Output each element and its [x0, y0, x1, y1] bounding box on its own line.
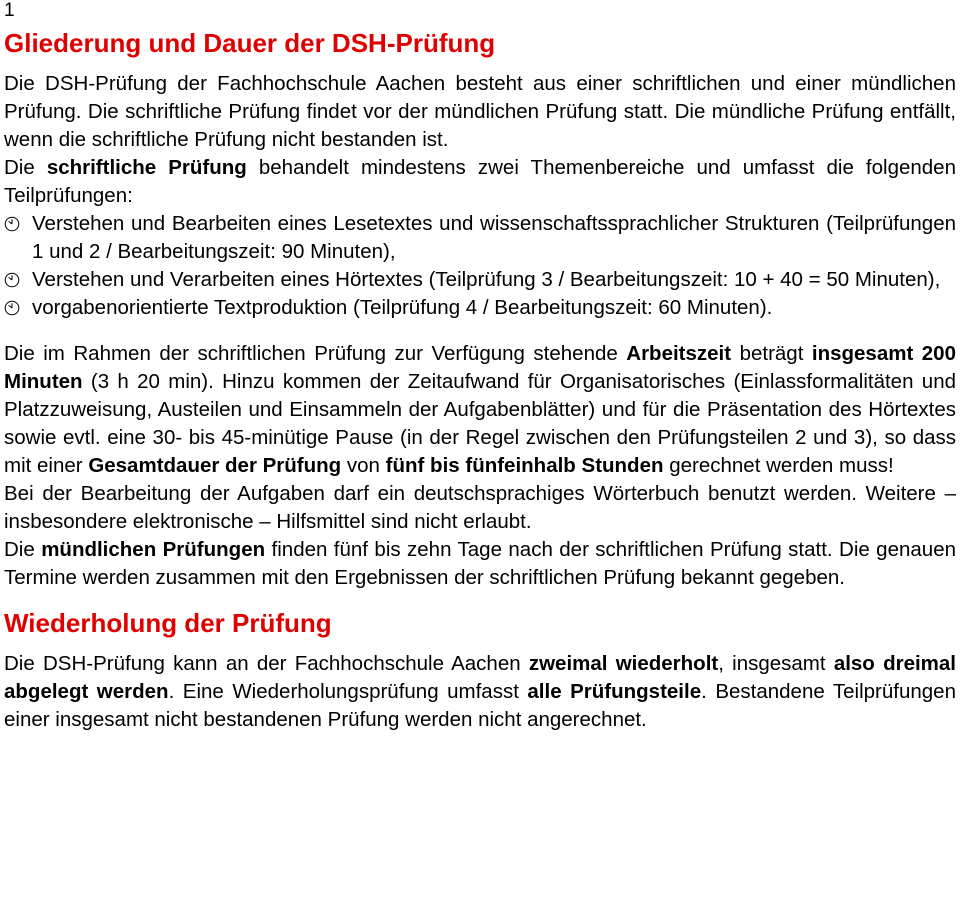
text-run: Die — [4, 538, 42, 561]
repeat-paragraph — [4, 650, 956, 734]
list-item — [4, 210, 956, 266]
text-run: behandelt mindestens zwei Themenbereiche und umfasst die folgenden Teilprüfungen: — [4, 156, 956, 207]
bold-run: alle Prüfungsteile — [527, 680, 702, 703]
section-heading-wiederholung: Wiederholung der Prüfung — [4, 608, 332, 638]
written-exam-paragraph — [4, 154, 956, 210]
list-item — [4, 266, 956, 294]
bold-run: zweimal wiederholt — [528, 652, 719, 675]
subexam-list — [4, 210, 956, 322]
text-run: (3 h 20 min). Hinzu kommen der Zeitaufwand für Organisatorisches (Einlassformalitäten und Platzzuweisung, Austeilen und Einsammeln der Aufgabenblätter) und für die Präsentation des Hörtextes sowie evtl. eine 30- bis 45-minütige Pause (in der Regel zwischen den Prüfungsteilen 2 und 3), so dass mit einer — [4, 370, 956, 477]
list-item-text: Verstehen und Bearbeiten eines Lesetextes und wissenschaftssprachlicher Strukturen (Teilprüfungen 1 und 2 / Bearbeitungszeit: 90 Minuten), — [32, 212, 956, 263]
text-run: Die — [4, 156, 47, 179]
bold-run: Gesamtdauer der Prüfung — [88, 454, 342, 477]
text-run: finden fünf bis zehn Tage nach der schriftlichen Prüfung statt. Die genauen Termine werden zusammen mit den Ergebnissen der schriftlichen Prüfung bekannt gegeben. — [4, 538, 956, 589]
bold-run: fünf bis fünfeinhalb Stunden — [385, 454, 664, 477]
list-item-text: Verstehen und Verarbeiten eines Hörtextes (Teilprüfung 3 / Bearbeitungszeit: 10 + 40 = 50 Minuten), — [32, 268, 941, 291]
text-run: beträgt — [731, 342, 812, 365]
bold-run: mündlichen Prüfungen — [41, 538, 266, 561]
text-run: Die DSH-Prüfung kann an der Fachhochschule Aachen — [4, 652, 529, 675]
clock-icon — [4, 300, 20, 316]
dictionary-paragraph: Bei der Bearbeitung der Aufgaben darf ein deutschsprachiges Wörterbuch benutzt werden. Weitere – insbesondere elektronische – Hilfsmittel sind nicht erlaubt. — [4, 482, 956, 533]
bold-run: also dreimal abgelegt werden — [4, 652, 956, 703]
list-item — [4, 294, 956, 322]
text-run: . Eine Wiederholungsprüfung umfasst — [168, 680, 528, 703]
text-run: Die im Rahmen der schriftlichen Prüfung zur Verfügung stehende — [4, 342, 627, 365]
working-time-paragraph — [4, 340, 956, 480]
section-heading-gliederung: Gliederung und Dauer der DSH-Prüfung — [4, 28, 496, 58]
text-run: . Bestandene Teilprüfungen einer insgesamt nicht bestandenen Prüfung werden nicht angerechnet. — [4, 680, 956, 731]
bold-run: Arbeitszeit — [626, 342, 732, 365]
clock-icon — [4, 216, 20, 232]
oral-exam-paragraph — [4, 536, 956, 592]
page-number: 1 — [4, 0, 15, 21]
text-run: von — [341, 454, 386, 477]
intro-paragraph: Die DSH-Prüfung der Fachhochschule Aachen besteht aus einer schriftlichen und einer mündlichen Prüfung. Die schriftliche Prüfung findet vor der mündlichen Prüfung statt. Die mündliche Prüfung entfällt, wenn die schriftliche Prüfung nicht bestanden ist. — [4, 72, 956, 151]
bold-run: insgesamt 200 Minuten — [4, 342, 956, 393]
text-run: , insgesamt — [718, 652, 834, 675]
clock-icon — [4, 272, 20, 288]
text-run: gerechnet werden muss! — [663, 454, 894, 477]
bold-run: schriftliche Prüfung — [46, 156, 247, 179]
list-item-text: vorgabenorientierte Textproduktion (Teilprüfung 4 / Bearbeitungszeit: 60 Minuten). — [32, 296, 773, 319]
